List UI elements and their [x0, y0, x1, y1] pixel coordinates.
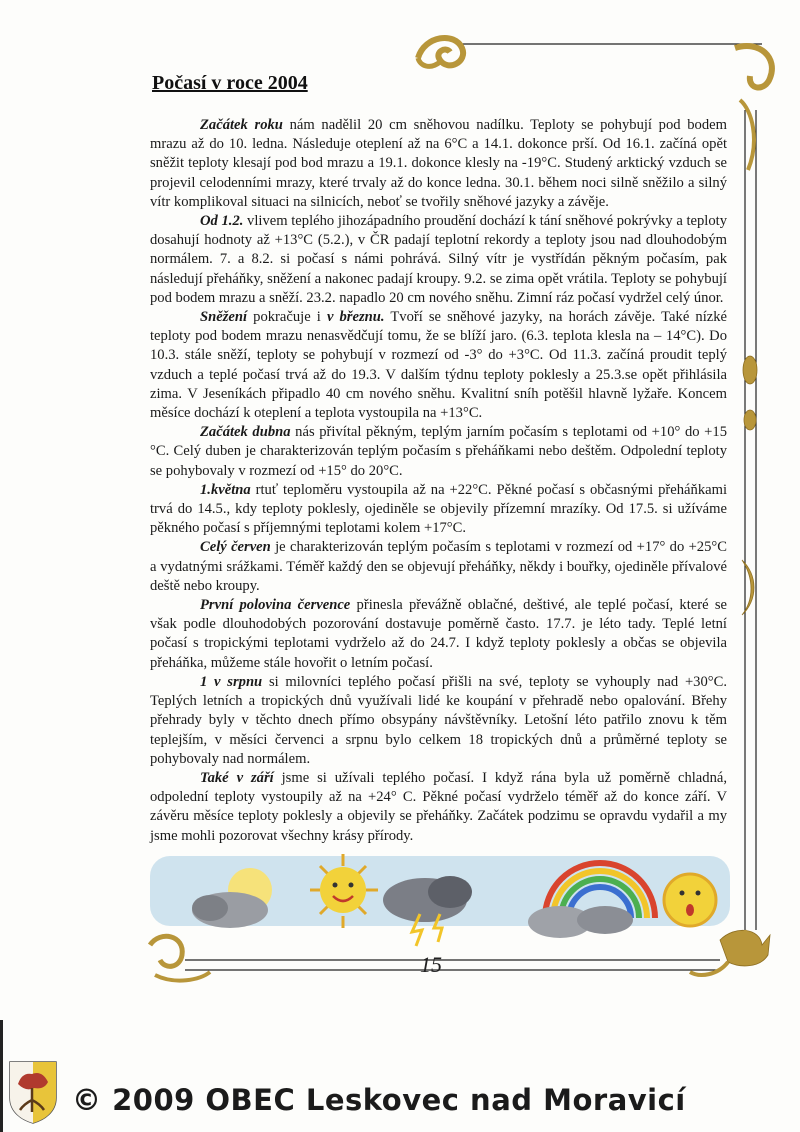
paragraph-june	[150, 538, 727, 596]
lead-january: Začátek roku	[200, 117, 283, 133]
paragraph-july	[150, 596, 727, 673]
lead2-march: v březnu.	[326, 309, 385, 326]
weather-illustration	[150, 848, 730, 948]
lead-july: První polovina července	[200, 597, 351, 614]
lead-march: Sněžení	[200, 309, 248, 326]
page-number: 15	[420, 952, 442, 977]
article-body	[150, 116, 727, 846]
text-january: nám nadělil 20 cm sněhovou nadílku. Teploty se pohybují pod bodem mrazu až do 10. ledna. Následuje oteplení až na 6°C a 14.1. dokonce prší. Od 16.1. začíná opět sněžit teploty klesají pod bod mrazu a 19.1. dokonce klesly na -19°C. Studený arktický vzduch se projevil celodenními mrazy, které trvaly až do konce ledna. 30.1. během noci silně sněžilo a silný vítr komplikoval situaci na silnicích, neboť se tvořily sněhové jazyky a závěje.	[150, 117, 727, 210]
text-may: rtuť teploměru vystoupila až na +22°C. Pěkné počasí s občasnými přeháňkami trvá do 14.5., kdy teploty poklesly, ojediněle se objevily přízemní mrazíky. Od 17.5. si užíváme pěkného počasí s příjemnými teplotami kolem +17°C.	[150, 481, 727, 537]
storm-cloud-icon	[383, 876, 472, 946]
paragraph-september	[150, 769, 727, 846]
mid-march: pokračuje i	[247, 309, 327, 326]
lead-may: 1.května	[200, 481, 251, 498]
lead-june: Celý červen	[200, 539, 271, 556]
text-june: je charakterizován teplým počasím s teplotami v rozmezí od +17° do +25°C a vydatnými srážkami. Téměř každý den se objevují přeháňky, někdy i bouřky, ojediněle přívalové deště nebo kroupy.	[150, 539, 727, 594]
paragraph-august	[150, 673, 727, 769]
scan-edge	[0, 1020, 3, 1132]
paragraph-april	[150, 423, 727, 481]
footer-copyright: © 2009 OBEC Leskovec nad Moravicí	[72, 1083, 686, 1117]
paragraph-may	[150, 481, 727, 539]
text-april: nás přivítal pěkným, teplým jarním počasím s teplotami od +10° do +15 °C. Celý duben je charakterizován teplým počasím s přeháňkami nebo deštěm. Odpolední teploty se pohybovaly v rozmezí od +15° do 20°C.	[150, 424, 727, 479]
text-february: vlivem teplého jihozápadního proudění dochází k tání sněhové pokrývky a teploty dosahují hodnoty až +13°C (5.2.), v ČR padají teplotní rekordy a teploty jsou nad dlouhodobým normálem. 7. a 8.2. si počasí s námi pohrává. Silný vítr je vystřídán pěkným počasím, pak následují přeháňky, sněžení a nakonec padají kroupy. 9.2. se zima opět vrátila. Teploty se pohybují pod bodem mrazu a sněží. 23.2. napadlo 20 cm nového sněhu. Zimní ráz počasí vydržel celý únor.	[150, 213, 727, 306]
surprised-sun-icon	[664, 874, 716, 926]
municipality-crest-icon	[8, 1060, 58, 1124]
text-july: přinesla převážně oblačné, deštivé, ale teplé počasí, které se však podle dlouhodobých pozorování dostavuje poměrně často. 17.7. je léto tady. Teplé letní počasí s tropickými teplotami vydrželo až do 24.7. I když teploty poklesly a občas se objevila přeháňka, můžeme stále hovořit o letním počasí.	[150, 597, 727, 671]
text-march: Tvoří se sněhové jazyky, na horách závěje. Také nízké teploty pod bodem mrazu nenasvědčují tomu, že se blíží jaro. (6.3. teplota klesla na – 14°C). Do 10.3. stále sněží, teploty se pohybují v rozmezí od -3° do +3°C. Od 11.3. začíná proudit teplý vzduch a teplé počasí trvá až do 19.3. V dalším týdnu teploty poklesly a 25.3.se opět přihlásila zima. V Jeseníkách připadlo 40 cm nového sněhu. Kvalitní sníh potěšil hlavně lyžaře. Koncem měsíce dochází k oteplení a teplota vystoupila na +13°C.	[150, 309, 728, 422]
lead-april: Začátek dubna	[200, 424, 291, 441]
text-september: jsme si užívali teplého počasí. I když rána byla už poměrně chladná, odpolední teploty vystoupily až na +24° C. Pěkné počasí vydrželo téměř až do konce září. V závěru měsíce teploty poklesly a objevily se přeháňky. Začátek podzimu se opravdu vydařil a my jsme mohli pozorovat všechny krásy přírody.	[150, 769, 727, 844]
page-title: Počasí v roce 2004	[152, 72, 308, 94]
paragraph-february	[150, 212, 727, 308]
lead-august: 1 v srpnu	[200, 673, 263, 690]
lead-february: Od 1.2.	[200, 213, 244, 230]
text-august: si milovníci teplého počasí přišli na své, teploty se vyhouply nad +30°C. Teplých letních a tropických dnů využívali lidé ke koupání v přehradě nebo opalování. Břehy přehrady byly v těchto dnech přímo obsypány návštěvníky. Letošní léto patřilo znovu k těm teplejším, v měsíci červenci a srpnu bylo celkem 18 tropických dnů a průměrné teploty se pohybovaly nad normálem.	[150, 673, 727, 767]
lead-september: Také v září	[200, 769, 274, 786]
paragraph-march	[150, 308, 727, 423]
paragraph-january	[150, 116, 727, 212]
